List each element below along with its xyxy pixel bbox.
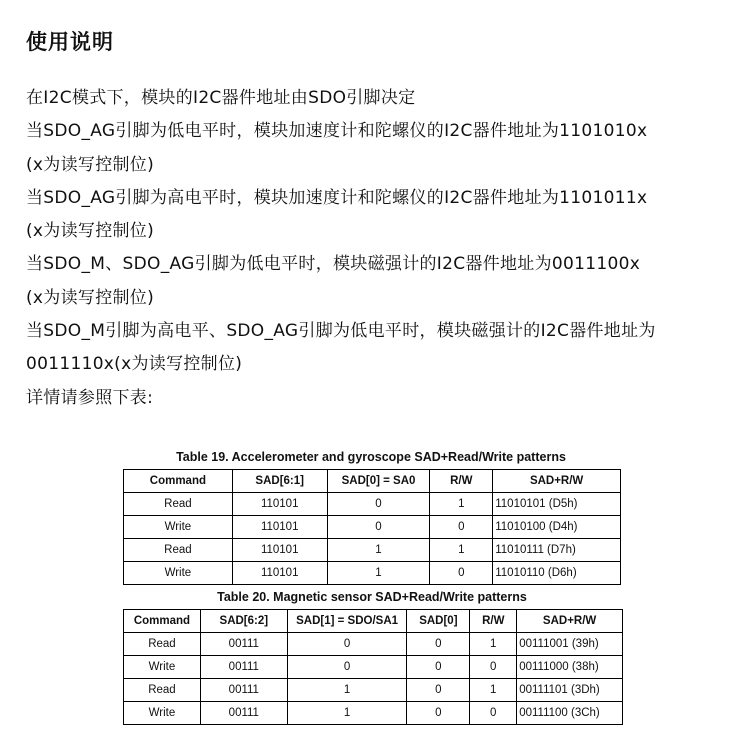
- header-cell: Command: [124, 470, 233, 493]
- text-line: (x为读写控制位): [26, 221, 155, 242]
- table-cell: 00111101 (3Dh): [517, 679, 623, 702]
- table-cell: 0: [327, 493, 430, 516]
- table-cell: 00111: [200, 702, 287, 725]
- table-cell: 1: [287, 679, 407, 702]
- table-cell: 0: [327, 516, 430, 539]
- page-title: 使用说明: [26, 30, 114, 54]
- header-cell: SAD[6:2]: [200, 610, 287, 633]
- table-cell: 1: [327, 562, 430, 585]
- table-cell: 110101: [232, 562, 327, 585]
- table-row: [124, 562, 621, 585]
- table-cell: 0: [407, 702, 470, 725]
- table-cell: 0: [430, 516, 493, 539]
- instructions: [26, 82, 736, 415]
- text-line: 当SDO_AG引脚为低电平时，模块加速度计和陀螺仪的I2C器件地址为1101010x: [26, 121, 648, 142]
- table-cell: 00111: [200, 633, 287, 656]
- table19: [123, 469, 621, 585]
- table-row: [124, 656, 623, 679]
- table-cell: 0: [407, 679, 470, 702]
- header-cell: R/W: [430, 470, 493, 493]
- text-line: 详情请参照下表:: [26, 387, 154, 408]
- table-row: [124, 633, 623, 656]
- table-cell: 1: [430, 539, 493, 562]
- text-line: 0011110x(x为读写控制位): [26, 354, 243, 375]
- header-cell: SAD[0] = SA0: [327, 470, 430, 493]
- table-cell: 00111001 (39h): [517, 633, 623, 656]
- table-row: [124, 539, 621, 562]
- table-cell: Read: [124, 633, 201, 656]
- table-cell: 0: [287, 633, 407, 656]
- text-line: (x为读写控制位): [26, 154, 155, 175]
- table-cell: 0: [470, 702, 517, 725]
- table-cell: 00111100 (3Ch): [517, 702, 623, 725]
- table-row: [124, 516, 621, 539]
- table20-caption: Table 20. Magnetic sensor SAD+Read/Write patterns: [217, 590, 527, 604]
- table-cell: 00111: [200, 656, 287, 679]
- table-cell: 1: [470, 633, 517, 656]
- table-cell: 110101: [232, 516, 327, 539]
- table-cell: Write: [124, 516, 233, 539]
- text-line: 在I2C模式下，模块的I2C器件地址由SDO引脚决定: [26, 88, 416, 108]
- table-cell: 1: [327, 539, 430, 562]
- table-cell: Write: [124, 562, 233, 585]
- table-header-row: [124, 610, 623, 633]
- table-cell: Read: [124, 539, 233, 562]
- table-cell: 110101: [232, 539, 327, 562]
- table-header-row: [124, 470, 621, 493]
- table-cell: 110101: [232, 493, 327, 516]
- table20: [123, 609, 623, 725]
- table19-caption: Table 19. Accelerometer and gyroscope SAD+Read/Write patterns: [176, 450, 566, 464]
- header-cell: Command: [124, 610, 201, 633]
- table-cell: 00111000 (38h): [517, 656, 623, 679]
- header-cell: SAD[0]: [407, 610, 470, 633]
- header-cell: SAD+R/W: [517, 610, 623, 633]
- header-cell: SAD+R/W: [493, 470, 621, 493]
- table-cell: 1: [470, 679, 517, 702]
- table-cell: Read: [124, 679, 201, 702]
- text-line: 当SDO_M、SDO_AG引脚为低电平时，模块磁强计的I2C器件地址为0011100x: [26, 254, 641, 275]
- table-cell: Write: [124, 656, 201, 679]
- table-row: [124, 702, 623, 725]
- table-row: [124, 493, 621, 516]
- text-line: 当SDO_M引脚为高电平、SDO_AG引脚为低电平时，模块磁强计的I2C器件地址为: [26, 321, 656, 342]
- text-line: (x为读写控制位): [26, 287, 155, 308]
- text-line: 当SDO_AG引脚为高电平时，模块加速度计和陀螺仪的I2C器件地址为1101011x: [26, 187, 648, 208]
- table-cell: 11010100 (D4h): [493, 516, 621, 539]
- table-cell: 11010111 (D7h): [493, 539, 621, 562]
- table-cell: Read: [124, 493, 233, 516]
- table-cell: 11010110 (D6h): [493, 562, 621, 585]
- table-cell: 00111: [200, 679, 287, 702]
- table-cell: 1: [430, 493, 493, 516]
- header-cell: SAD[6:1]: [232, 470, 327, 493]
- table-cell: 0: [430, 562, 493, 585]
- table-cell: 11010101 (D5h): [493, 493, 621, 516]
- table-cell: 0: [407, 633, 470, 656]
- header-cell: R/W: [470, 610, 517, 633]
- table-cell: 0: [470, 656, 517, 679]
- table-cell: Write: [124, 702, 201, 725]
- table-row: [124, 679, 623, 702]
- table-cell: 0: [287, 656, 407, 679]
- header-cell: SAD[1] = SDO/SA1: [287, 610, 407, 633]
- table-cell: 0: [407, 656, 470, 679]
- table-cell: 1: [287, 702, 407, 725]
